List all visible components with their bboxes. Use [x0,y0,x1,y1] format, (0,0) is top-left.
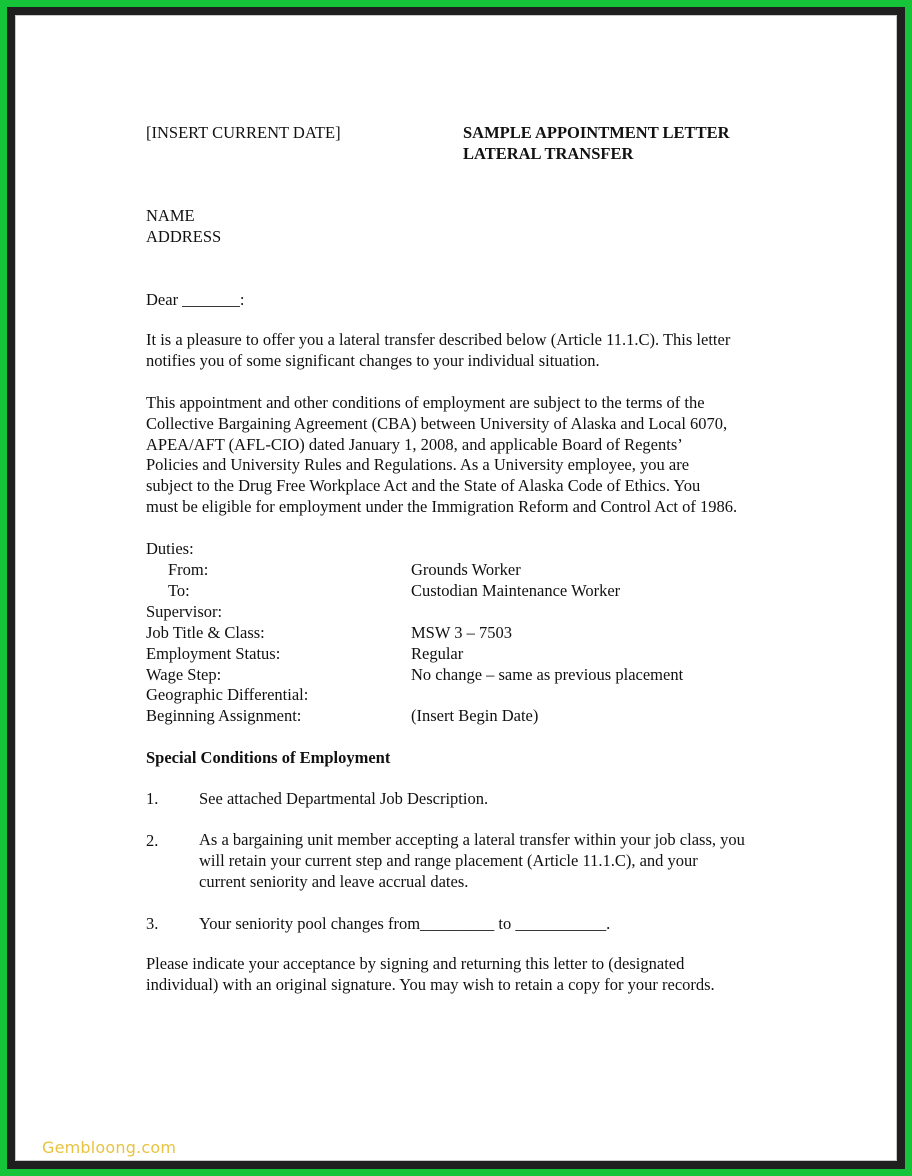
recipient-address: ADDRESS [146,227,222,246]
list-item-line: will retain your current step and range placement (Article 11.1.C), and your [199,850,698,870]
paragraph-line: notifies you of some significant changes to your individual situation. [146,350,600,370]
letter-subtitle: LATERAL TRANSFER [463,144,634,163]
conditions-paragraph [146,393,737,518]
paragraph-line: Policies and University Rules and Regulations. As a University employee, you are [146,455,690,475]
wage-step-label: Wage Step: [146,665,222,684]
job-title-label: Job Title & Class: [146,623,265,642]
paragraph-line: It is a pleasure to offer you a lateral transfer described below (Article 11.1.C). This letter [146,330,731,349]
wage-step-value: No change – same as previous placement [411,665,684,684]
closing-paragraph [146,954,715,996]
list-item-line: current seniority and leave accrual dates. [199,871,469,891]
special-conditions-heading: Special Conditions of Employment [146,748,391,767]
letter-title: SAMPLE APPOINTMENT LETTER [463,123,730,142]
list-item-line: As a bargaining unit member accepting a lateral transfer within your job class, you [199,830,745,849]
salutation: Dear _______: [146,290,245,309]
letter-page [15,15,897,1161]
list-item-number: 1. [146,789,159,808]
duties-label: Duties: [146,539,194,558]
beginning-assignment-label: Beginning Assignment: [146,706,302,725]
to-value: Custodian Maintenance Worker [411,581,621,600]
intro-paragraph [146,330,730,372]
list-item-text [199,830,745,892]
paragraph-line: subject to the Drug Free Workplace Act and the State of Alaska Code of Ethics. You [146,476,701,496]
from-label: From: [168,560,209,579]
geographic-differential-label: Geographic Differential: [146,685,309,704]
to-label: To: [168,581,190,600]
beginning-assignment-value: (Insert Begin Date) [411,706,539,725]
paragraph-line: Collective Bargaining Agreement (CBA) between University of Alaska and Local 6070, [146,413,728,433]
list-item-number: 2. [146,831,159,850]
job-title-value: MSW 3 – 7503 [411,623,512,642]
from-value: Grounds Worker [411,560,521,579]
list-item-number: 3. [146,914,159,933]
paragraph-line: Please indicate your acceptance by signing and returning this letter to (designated [146,954,685,973]
paragraph-line: must be eligible for employment under the Immigration Reform and Control Act of 1986. [146,496,738,516]
list-item-text: See attached Departmental Job Description. [199,789,489,808]
employment-status-label: Employment Status: [146,644,281,663]
date-placeholder: [INSERT CURRENT DATE] [146,123,341,142]
recipient-name: NAME [146,206,195,225]
watermark: Gembloong.com [42,1138,177,1157]
employment-status-value: Regular [411,644,464,663]
paragraph-line: individual) with an original signature. You may wish to retain a copy for your records. [146,974,715,994]
paragraph-line: APEA/AFT (AFL-CIO) dated January 1, 2008, and applicable Board of Regents’ [146,434,683,454]
list-item-text: Your seniority pool changes from_________ to ___________. [199,914,611,933]
paragraph-line: This appointment and other conditions of employment are subject to the terms of the [146,393,705,412]
supervisor-label: Supervisor: [146,602,223,621]
